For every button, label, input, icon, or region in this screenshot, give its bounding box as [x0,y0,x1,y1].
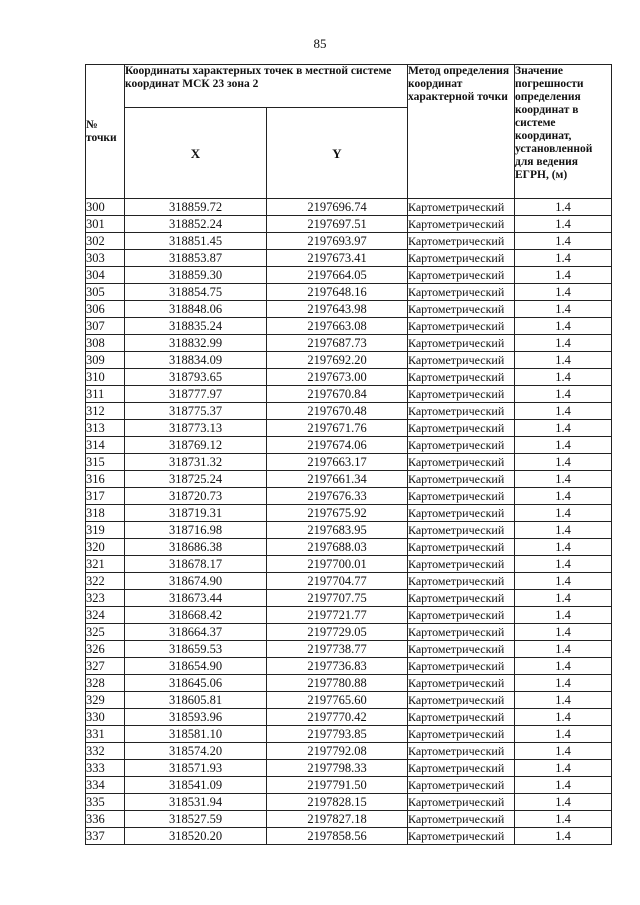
point-number-cell: 321 [86,556,125,573]
method-cell: Картометрический [408,658,515,675]
x-coordinate-cell: 318848.06 [125,301,267,318]
y-coordinate-cell: 2197643.98 [267,301,408,318]
y-coordinate-cell: 2197664.05 [267,267,408,284]
y-coordinate-cell: 2197793.85 [267,726,408,743]
method-cell: Картометрический [408,624,515,641]
method-cell: Картометрический [408,454,515,471]
point-number-cell: 312 [86,403,125,420]
table-header [86,65,612,199]
point-number-cell: 311 [86,386,125,403]
table-row [86,454,612,471]
accuracy-cell: 1.4 [515,709,612,726]
method-cell: Картометрический [408,641,515,658]
x-coordinate-cell: 318668.42 [125,607,267,624]
table-row [86,505,612,522]
x-coordinate-cell: 318773.13 [125,420,267,437]
method-cell: Картометрический [408,539,515,556]
point-number-cell: 330 [86,709,125,726]
y-coordinate-cell: 2197670.84 [267,386,408,403]
accuracy-cell: 1.4 [515,607,612,624]
point-number-cell: 313 [86,420,125,437]
accuracy-cell: 1.4 [515,794,612,811]
accuracy-cell: 1.4 [515,726,612,743]
y-coordinate-cell: 2197765.60 [267,692,408,709]
coordinates-table [85,64,612,845]
y-coordinate-cell: 2197675.92 [267,505,408,522]
x-coordinate-cell: 318720.73 [125,488,267,505]
accuracy-cell: 1.4 [515,505,612,522]
point-number-cell: 335 [86,794,125,811]
header-y: Y [267,108,408,199]
accuracy-cell: 1.4 [515,590,612,607]
point-number-cell: 332 [86,743,125,760]
accuracy-cell: 1.4 [515,369,612,386]
accuracy-cell: 1.4 [515,318,612,335]
point-number-cell: 315 [86,454,125,471]
point-number-cell: 331 [86,726,125,743]
table-row [86,692,612,709]
table-row [86,726,612,743]
method-cell: Картометрический [408,318,515,335]
y-coordinate-cell: 2197688.03 [267,539,408,556]
method-cell: Картометрический [408,794,515,811]
accuracy-cell: 1.4 [515,641,612,658]
x-coordinate-cell: 318571.93 [125,760,267,777]
x-coordinate-cell: 318574.20 [125,743,267,760]
table-row [86,709,612,726]
accuracy-cell: 1.4 [515,454,612,471]
table-row [86,760,612,777]
accuracy-cell: 1.4 [515,539,612,556]
accuracy-cell: 1.4 [515,420,612,437]
table-row [86,675,612,692]
y-coordinate-cell: 2197738.77 [267,641,408,658]
y-coordinate-cell: 2197704.77 [267,573,408,590]
accuracy-cell: 1.4 [515,760,612,777]
table-row [86,284,612,301]
point-number-cell: 307 [86,318,125,335]
table-row [86,794,612,811]
x-coordinate-cell: 318605.81 [125,692,267,709]
x-coordinate-cell: 318541.09 [125,777,267,794]
point-number-cell: 336 [86,811,125,828]
method-cell: Картометрический [408,216,515,233]
page-number: 85 [313,36,327,51]
x-coordinate-cell: 318859.30 [125,267,267,284]
method-cell: Картометрический [408,760,515,777]
x-coordinate-cell: 318775.37 [125,403,267,420]
table-row [86,607,612,624]
table-row [86,386,612,403]
point-number-cell: 318 [86,505,125,522]
x-coordinate-cell: 318659.53 [125,641,267,658]
point-number-cell: 322 [86,573,125,590]
x-coordinate-cell: 318527.59 [125,811,267,828]
point-number-cell: 316 [86,471,125,488]
y-coordinate-cell: 2197670.48 [267,403,408,420]
accuracy-cell: 1.4 [515,216,612,233]
accuracy-cell: 1.4 [515,250,612,267]
y-coordinate-cell: 2197858.56 [267,828,408,845]
y-coordinate-cell: 2197770.42 [267,709,408,726]
accuracy-cell: 1.4 [515,301,612,318]
point-number-cell: 308 [86,335,125,352]
table-row [86,437,612,454]
table-row [86,216,612,233]
table-row [86,471,612,488]
point-number-cell: 319 [86,522,125,539]
point-number-cell: 309 [86,352,125,369]
x-coordinate-cell: 318731.32 [125,454,267,471]
method-cell: Картометрический [408,811,515,828]
y-coordinate-cell: 2197791.50 [267,777,408,794]
accuracy-cell: 1.4 [515,828,612,845]
method-cell: Картометрический [408,573,515,590]
y-coordinate-cell: 2197729.05 [267,624,408,641]
y-coordinate-cell: 2197707.75 [267,590,408,607]
method-cell: Картометрический [408,488,515,505]
x-coordinate-cell: 318593.96 [125,709,267,726]
accuracy-cell: 1.4 [515,437,612,454]
y-coordinate-cell: 2197696.74 [267,199,408,216]
y-coordinate-cell: 2197736.83 [267,658,408,675]
x-coordinate-cell: 318673.44 [125,590,267,607]
point-number-cell: 301 [86,216,125,233]
y-coordinate-cell: 2197780.88 [267,675,408,692]
point-number-cell: 303 [86,250,125,267]
table-row [86,420,612,437]
method-cell: Картометрический [408,709,515,726]
y-coordinate-cell: 2197663.17 [267,454,408,471]
x-coordinate-cell: 318674.90 [125,573,267,590]
table-row [86,267,612,284]
x-coordinate-cell: 318854.75 [125,284,267,301]
accuracy-cell: 1.4 [515,522,612,539]
method-cell: Картометрический [408,505,515,522]
x-coordinate-cell: 318769.12 [125,437,267,454]
x-coordinate-cell: 318832.99 [125,335,267,352]
table-row [86,811,612,828]
method-cell: Картометрический [408,522,515,539]
accuracy-cell: 1.4 [515,267,612,284]
method-cell: Картометрический [408,403,515,420]
accuracy-cell: 1.4 [515,471,612,488]
table-row [86,403,612,420]
table-row [86,250,612,267]
table-row [86,573,612,590]
method-cell: Картометрический [408,743,515,760]
method-cell: Картометрический [408,386,515,403]
y-coordinate-cell: 2197673.41 [267,250,408,267]
x-coordinate-cell: 318853.87 [125,250,267,267]
point-number-cell: 334 [86,777,125,794]
point-number-cell: 320 [86,539,125,556]
accuracy-cell: 1.4 [515,624,612,641]
point-number-cell: 325 [86,624,125,641]
table-row [86,658,612,675]
x-coordinate-cell: 318686.38 [125,539,267,556]
y-coordinate-cell: 2197798.33 [267,760,408,777]
point-number-cell: 302 [86,233,125,250]
method-cell: Картометрический [408,692,515,709]
accuracy-cell: 1.4 [515,199,612,216]
accuracy-cell: 1.4 [515,335,612,352]
x-coordinate-cell: 318654.90 [125,658,267,675]
method-cell: Картометрический [408,335,515,352]
point-number-cell: 310 [86,369,125,386]
point-number-cell: 314 [86,437,125,454]
table-row [86,199,612,216]
x-coordinate-cell: 318664.37 [125,624,267,641]
table-body [86,199,612,845]
x-coordinate-cell: 318725.24 [125,471,267,488]
accuracy-cell: 1.4 [515,556,612,573]
method-cell: Картометрический [408,250,515,267]
point-number-cell: 304 [86,267,125,284]
y-coordinate-cell: 2197700.01 [267,556,408,573]
x-coordinate-cell: 318645.06 [125,675,267,692]
point-number-cell: 305 [86,284,125,301]
point-number-cell: 333 [86,760,125,777]
accuracy-cell: 1.4 [515,743,612,760]
table-row [86,624,612,641]
y-coordinate-cell: 2197687.73 [267,335,408,352]
table-row [86,233,612,250]
table-row [86,369,612,386]
y-coordinate-cell: 2197828.15 [267,794,408,811]
x-coordinate-cell: 318835.24 [125,318,267,335]
method-cell: Картометрический [408,284,515,301]
accuracy-cell: 1.4 [515,488,612,505]
table-row [86,522,612,539]
method-cell: Картометрический [408,777,515,794]
method-cell: Картометрический [408,420,515,437]
x-coordinate-cell: 318793.65 [125,369,267,386]
x-coordinate-cell: 318719.31 [125,505,267,522]
table-row [86,335,612,352]
y-coordinate-cell: 2197697.51 [267,216,408,233]
header-coordinates-group: Координаты характерных точек в местной системе координат МСК 23 зона 2 [125,65,408,108]
table-row [86,590,612,607]
point-number-cell: 327 [86,658,125,675]
y-coordinate-cell: 2197676.33 [267,488,408,505]
method-cell: Картометрический [408,556,515,573]
table-row [86,828,612,845]
point-number-cell: 328 [86,675,125,692]
method-cell: Картометрический [408,267,515,284]
y-coordinate-cell: 2197673.00 [267,369,408,386]
table-row [86,777,612,794]
table-row [86,556,612,573]
y-coordinate-cell: 2197663.08 [267,318,408,335]
point-number-cell: 317 [86,488,125,505]
header-point-number: № точки [86,65,125,199]
method-cell: Картометрический [408,369,515,386]
accuracy-cell: 1.4 [515,675,612,692]
accuracy-cell: 1.4 [515,573,612,590]
method-cell: Картометрический [408,590,515,607]
x-coordinate-cell: 318716.98 [125,522,267,539]
method-cell: Картометрический [408,199,515,216]
accuracy-cell: 1.4 [515,811,612,828]
y-coordinate-cell: 2197693.97 [267,233,408,250]
table-row [86,318,612,335]
accuracy-cell: 1.4 [515,386,612,403]
y-coordinate-cell: 2197827.18 [267,811,408,828]
point-number-cell: 306 [86,301,125,318]
method-cell: Картометрический [408,437,515,454]
method-cell: Картометрический [408,301,515,318]
point-number-cell: 329 [86,692,125,709]
point-number-cell: 300 [86,199,125,216]
table-row [86,539,612,556]
x-coordinate-cell: 318678.17 [125,556,267,573]
x-coordinate-cell: 318581.10 [125,726,267,743]
y-coordinate-cell: 2197721.77 [267,607,408,624]
table-row [86,743,612,760]
header-method: Метод определения координат характерной точки [408,65,515,199]
point-number-cell: 324 [86,607,125,624]
y-coordinate-cell: 2197692.20 [267,352,408,369]
accuracy-cell: 1.4 [515,692,612,709]
y-coordinate-cell: 2197648.16 [267,284,408,301]
x-coordinate-cell: 318852.24 [125,216,267,233]
method-cell: Картометрический [408,607,515,624]
y-coordinate-cell: 2197671.76 [267,420,408,437]
method-cell: Картометрический [408,233,515,250]
accuracy-cell: 1.4 [515,284,612,301]
table-row [86,352,612,369]
accuracy-cell: 1.4 [515,352,612,369]
header-x: X [125,108,267,199]
table-row [86,641,612,658]
method-cell: Картометрический [408,726,515,743]
y-coordinate-cell: 2197674.06 [267,437,408,454]
x-coordinate-cell: 318777.97 [125,386,267,403]
y-coordinate-cell: 2197792.08 [267,743,408,760]
point-number-cell: 323 [86,590,125,607]
header-accuracy: Значение погрешности определения координат в системе координат, установленной для ведения ЕГРН, (м) [515,65,612,199]
y-coordinate-cell: 2197661.34 [267,471,408,488]
point-number-cell: 337 [86,828,125,845]
method-cell: Картометрический [408,352,515,369]
accuracy-cell: 1.4 [515,777,612,794]
x-coordinate-cell: 318851.45 [125,233,267,250]
point-number-cell: 326 [86,641,125,658]
accuracy-cell: 1.4 [515,233,612,250]
y-coordinate-cell: 2197683.95 [267,522,408,539]
table-row [86,488,612,505]
x-coordinate-cell: 318834.09 [125,352,267,369]
method-cell: Картометрический [408,828,515,845]
method-cell: Картометрический [408,675,515,692]
accuracy-cell: 1.4 [515,403,612,420]
method-cell: Картометрический [408,471,515,488]
x-coordinate-cell: 318520.20 [125,828,267,845]
accuracy-cell: 1.4 [515,658,612,675]
table-row [86,301,612,318]
x-coordinate-cell: 318531.94 [125,794,267,811]
x-coordinate-cell: 318859.72 [125,199,267,216]
